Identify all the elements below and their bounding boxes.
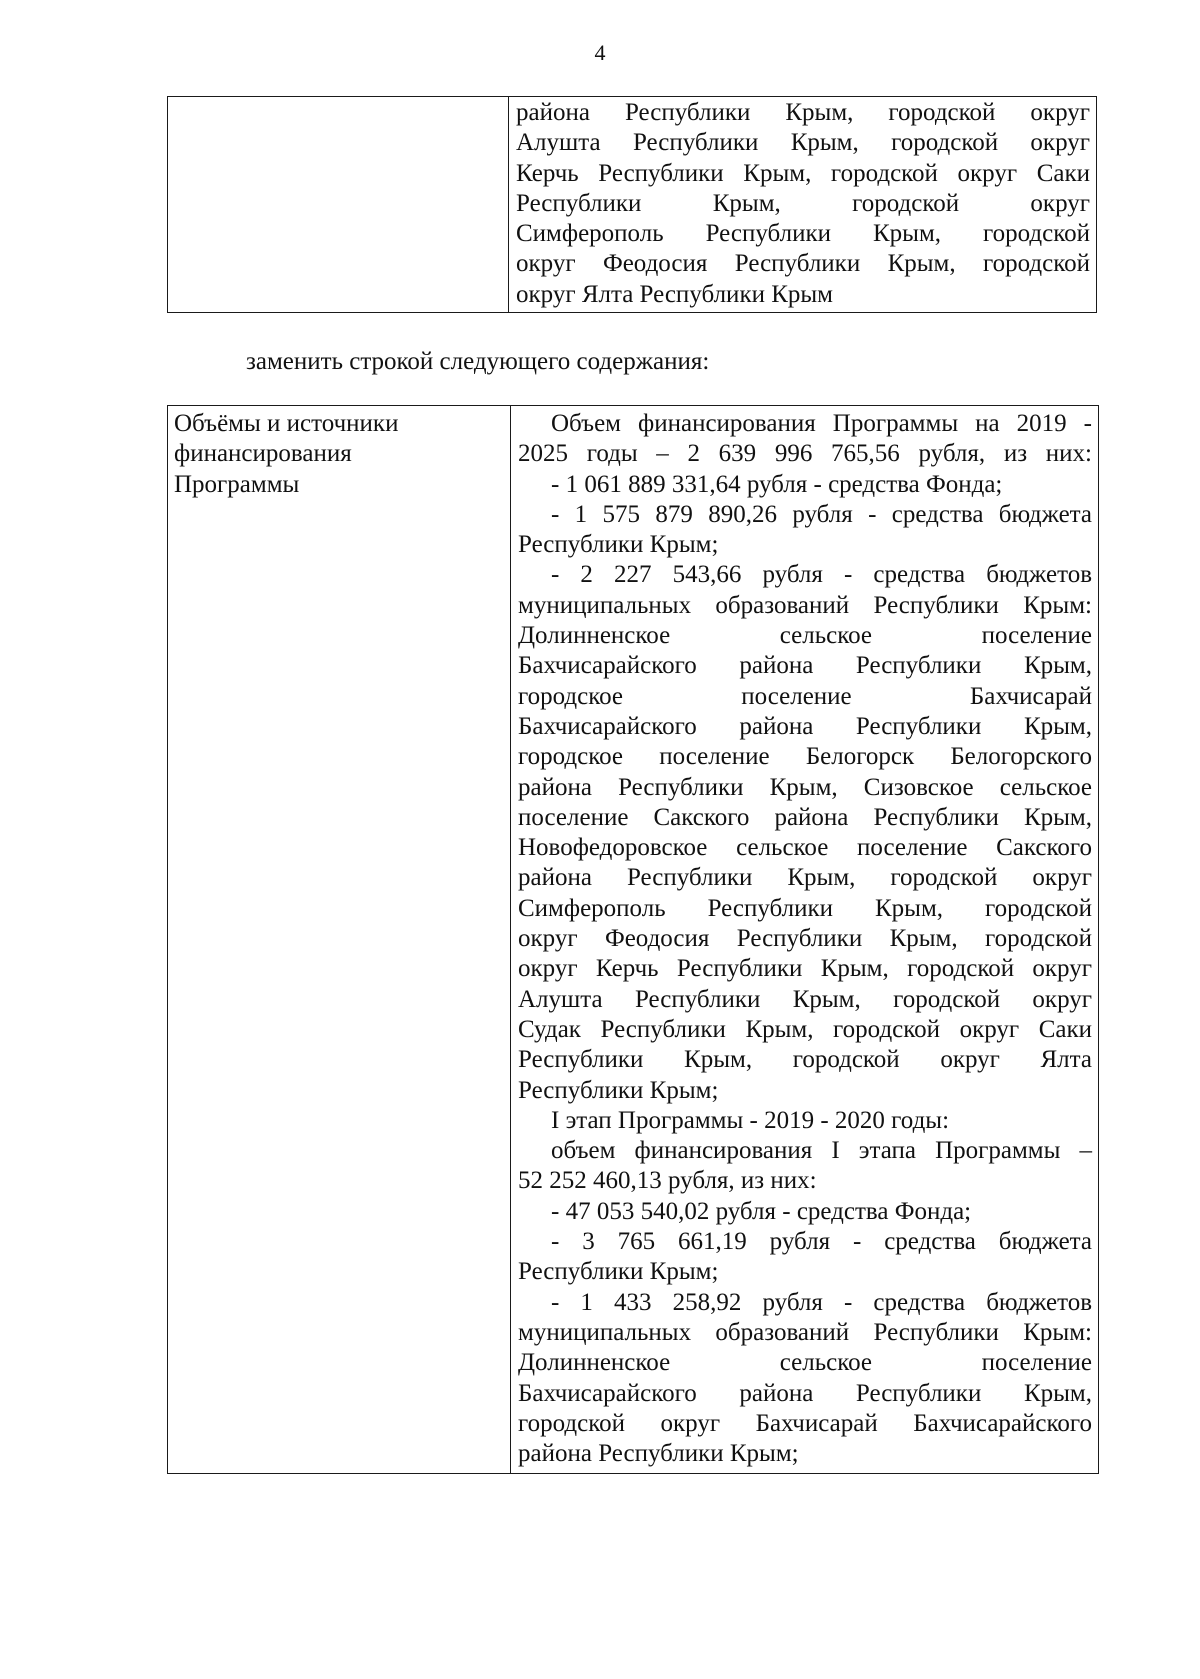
text-line: Бахчисарайского района Республики Крым, xyxy=(518,712,1092,740)
continuation-table xyxy=(167,96,1097,313)
text-line: района Республики Крым, городской округ xyxy=(518,864,1092,892)
empty-left-cell xyxy=(168,97,509,313)
text-line: Республики Крым, городской округ xyxy=(516,189,1090,217)
text-line: объем финансирования I этапа Программы – xyxy=(551,1137,1092,1165)
text-line: Республики Крым; xyxy=(518,1258,719,1286)
text-line: Алушта Республики Крым, городской округ xyxy=(518,985,1092,1013)
text-line: Новофедоровское сельское поселение Сакского xyxy=(518,834,1092,862)
replacement-intro: заменить строкой следующего содержания: xyxy=(246,348,710,375)
text-line: - 3 765 661,19 рубля - средства бюджета xyxy=(551,1228,1092,1256)
text-line: Бахчисарайского района Республики Крым, xyxy=(518,1379,1092,1407)
text-line: - 1 575 879 890,26 рубля - средства бюджета xyxy=(551,500,1092,528)
text-line: округ Феодосия Республики Крым, городской xyxy=(518,925,1092,953)
text-line: Республики Крым; xyxy=(518,1076,719,1104)
text-line: муниципальных образований Республики Крым: xyxy=(518,1318,1092,1346)
row-title-line: Программы xyxy=(174,470,300,498)
text-line: 2025 годы – 2 639 996 765,56 рубля, из них: xyxy=(518,440,1092,468)
row-title-line: финансирования xyxy=(174,440,352,468)
text-line: Долинненское сельское поселение xyxy=(518,622,1092,650)
text-line: округ Феодосия Республики Крым, городской xyxy=(516,250,1090,278)
text-line: городское поселение Белогорск Белогорского xyxy=(518,743,1092,771)
text-line: - 1 433 258,92 рубля - средства бюджетов xyxy=(551,1288,1092,1316)
text-line: поселение Сакского района Республики Крым, xyxy=(518,803,1092,831)
text-line: Керчь Республики Крым, городской округ Саки xyxy=(516,159,1090,187)
text-line: Долинненское сельское поселение xyxy=(518,1349,1092,1377)
text-line: Бахчисарайского района Республики Крым, xyxy=(518,652,1092,680)
text-line: Симферополь Республики Крым, городской xyxy=(516,220,1090,248)
text-line: Республики Крым, городской округ Ялта xyxy=(518,1046,1092,1074)
table-row xyxy=(168,406,1099,1474)
text-line: I этап Программы - 2019 - 2020 годы: xyxy=(551,1106,950,1134)
row-title-line: Объёмы и источники xyxy=(174,410,399,437)
text-line: 52 252 460,13 рубля, из них: xyxy=(518,1167,817,1195)
row-title-cell xyxy=(168,406,511,1474)
replacement-table xyxy=(167,405,1099,1474)
text-line: района Республики Крым, Сизовское сельское xyxy=(518,773,1092,801)
text-line: Республики Крым; xyxy=(518,531,719,559)
text-line: - 47 053 540,02 рубля - средства Фонда; xyxy=(551,1197,972,1225)
text-line: городской округ Бахчисарай Бахчисарайского xyxy=(518,1409,1092,1437)
text-line: Алушта Республики Крым, городской округ xyxy=(516,129,1090,157)
text-line: - 2 227 543,66 рубля - средства бюджетов xyxy=(551,561,1092,589)
text-line: округ Керчь Республики Крым, городской округ xyxy=(518,955,1092,983)
continuation-text-cell xyxy=(509,97,1097,313)
text-line: района Республики Крым; xyxy=(518,1440,799,1468)
table-row xyxy=(168,97,1097,313)
text-line: Симферополь Республики Крым, городской xyxy=(518,894,1092,922)
text-line: - 1 061 889 331,64 рубля - средства Фонда; xyxy=(551,470,1003,498)
text-line: района Республики Крым, городской округ xyxy=(516,99,1090,126)
text-line: муниципальных образований Республики Крым: xyxy=(518,591,1092,619)
text-line: Судак Республики Крым, городской округ Саки xyxy=(518,1015,1092,1043)
text-line: городское поселение Бахчисарай xyxy=(518,682,1092,710)
page-number: 4 xyxy=(594,40,606,65)
text-line: округ Ялта Республики Крым xyxy=(516,280,834,308)
financing-text-cell xyxy=(511,406,1099,1474)
text-line: Объем финансирования Программы на 2019 - xyxy=(551,410,1092,437)
